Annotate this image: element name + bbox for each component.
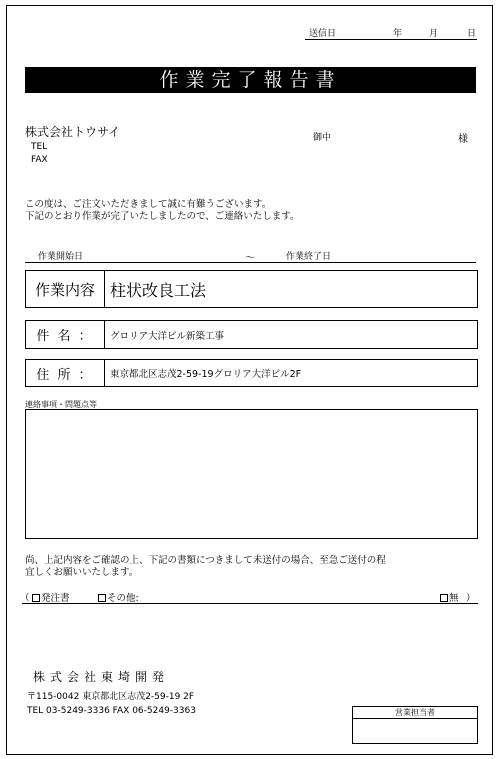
none-checkbox[interactable] — [440, 594, 448, 602]
year-label: 年 — [393, 29, 403, 39]
sender-tel-fax: TEL 03-5249-3336 FAX 06-5249-3363 — [27, 706, 196, 716]
project-name-box — [25, 320, 478, 349]
project-address-label: 住 所 ： — [26, 360, 105, 386]
month-label: 月 — [429, 29, 439, 39]
sent-date-label: 送信日 — [309, 29, 337, 39]
recipient-company: 株式会社トウサイ — [25, 125, 121, 139]
sales-staff-box — [352, 706, 478, 744]
work-end-label: 作業終了日 — [286, 252, 332, 262]
remark-line-2: 宜しくお願いいたします。 — [25, 567, 139, 578]
recipient-tel-label: TEL — [31, 142, 48, 152]
date-range-tilde: ～ — [245, 253, 255, 264]
open-paren: （ — [20, 593, 30, 604]
document-checkbox-row — [20, 590, 478, 602]
checkbox-underline — [22, 603, 478, 604]
order-checkbox-label: 発注書 — [41, 593, 70, 604]
page-title: 作業完了報告書 — [25, 67, 476, 93]
project-address-box — [25, 359, 478, 387]
project-name-label: 件 名 ： — [26, 321, 105, 348]
day-label: 日 — [467, 29, 477, 39]
project-address-value: 東京都北区志茂2-59-19グロリア大洋ビル2F — [110, 369, 302, 380]
none-checkbox-label: 無 — [449, 593, 459, 604]
sender-address: 〒115-0042 東京都北区志茂2-59-19 2F — [27, 692, 195, 702]
order-checkbox-item[interactable] — [32, 590, 70, 604]
onchu-label: 御中 — [313, 133, 332, 143]
work-content-box — [25, 270, 478, 308]
date-underline — [25, 262, 476, 263]
sender-company: 株式会社東埼開発 — [33, 670, 170, 684]
notes-label: 連絡事項・問題点等 — [25, 400, 97, 409]
sama-label: 様 — [458, 134, 468, 145]
greeting-line-1: この度は、ご注文いただきまして誠に有難うございます。 — [25, 199, 272, 210]
notes-box — [25, 409, 478, 539]
close-paren: ） — [466, 593, 476, 604]
order-checkbox[interactable] — [32, 594, 40, 602]
work-start-label: 作業開始日 — [38, 252, 84, 262]
recipient-fax-label: FAX — [31, 155, 48, 165]
other-checkbox[interactable] — [98, 594, 106, 602]
sales-staff-label: 営業担当者 — [353, 707, 477, 719]
other-checkbox-label: その他: — [107, 593, 139, 604]
other-checkbox-item[interactable] — [98, 590, 139, 604]
project-name-value: グロリア大洋ビル新築工事 — [110, 330, 225, 342]
none-checkbox-item[interactable] — [440, 590, 459, 604]
remark-line-1: 尚、上記内容をご確認の上、下記の書類につきまして未送付の場合、至急ご送付の程 — [25, 555, 386, 566]
work-content-value: 柱状改良工法 — [110, 280, 207, 300]
greeting-line-2: 下記のとおり作業が完了いたしましたので、ご連絡いたします。 — [25, 211, 300, 222]
sent-date-row — [305, 24, 477, 40]
work-content-label: 作業内容 — [26, 271, 105, 307]
